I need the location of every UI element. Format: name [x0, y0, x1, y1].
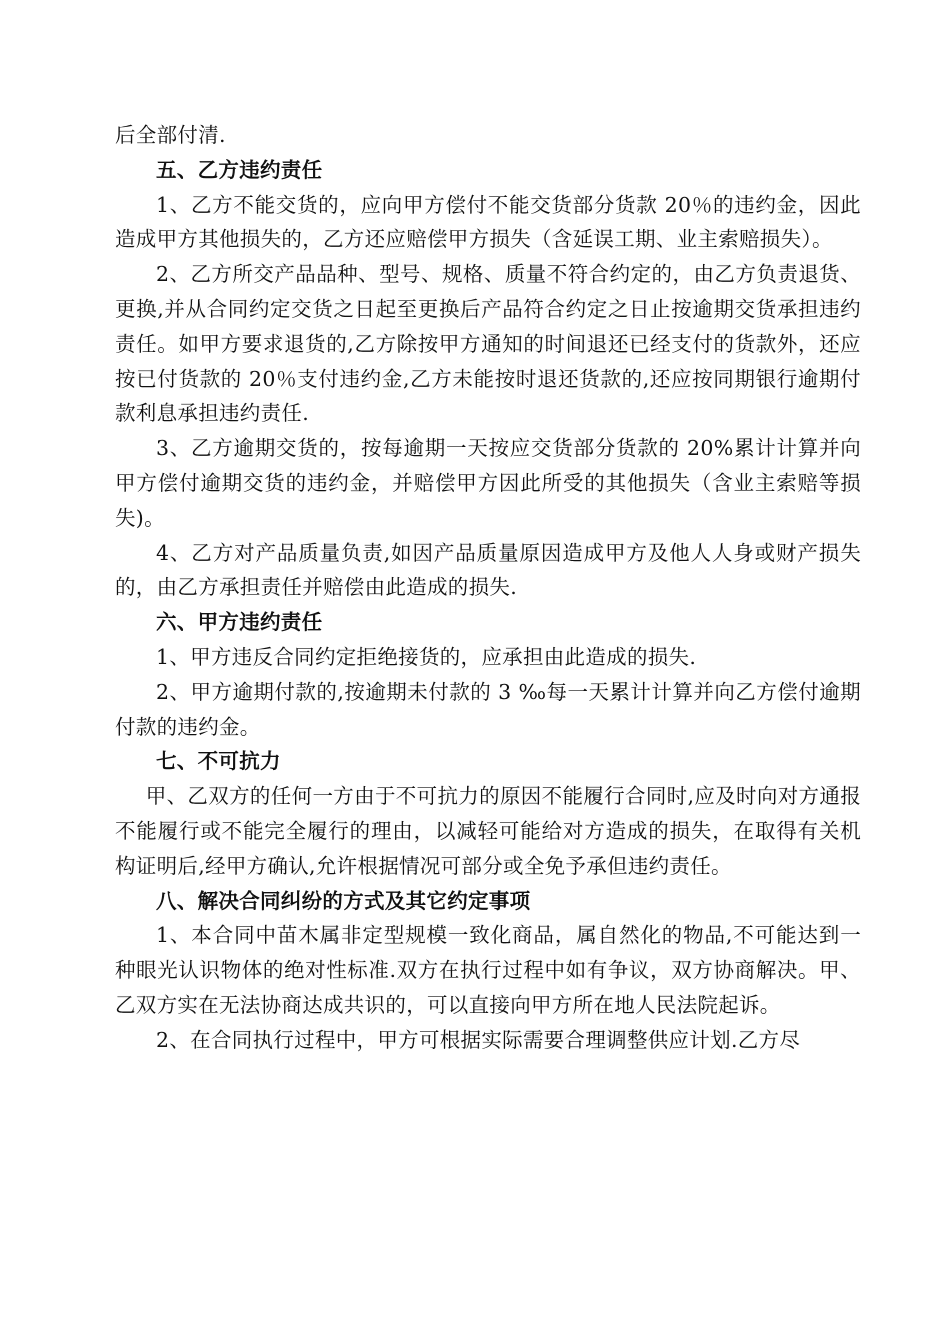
section-heading-7: 七、不可抗力 — [156, 749, 281, 774]
clause-6-2: 2、甲方逾期付款的,按逾期未付款的 3 ‰每一天累计计算并向乙方偿付逾期付款的违约金。 — [115, 679, 861, 739]
clause-6-1: 1、甲方违反合同约定拒绝接货的，应承担由此造成的损失. — [156, 644, 697, 669]
contract-page — [115, 118, 861, 1058]
clause-5-3: 3、乙方逾期交货的，按每逾期一天按应交货部分货款的 20%累计计算并向甲方偿付逾期交货的违约金，并赔偿甲方因此所受的其他损失（含业主索赔等损失)。 — [115, 436, 861, 530]
clause-8-2: 2、在合同执行过程中，甲方可根据实际需要合理调整供应计划.乙方尽 — [156, 1027, 801, 1052]
clause-5-1: 1、乙方不能交货的，应向甲方偿付不能交货部分货款 20％的违约金，因此造成甲方其他损失的，乙方还应赔偿甲方损失（含延误工期、业主索赔损失）。 — [115, 192, 861, 252]
section-heading-6: 六、甲方违约责任 — [156, 610, 323, 635]
section-heading-5: 五、乙方违约责任 — [156, 157, 323, 182]
clause-5-2: 2、乙方所交产品品种、型号、规格、质量不符合约定的，由乙方负责退货、更换,并从合同约定交货之日起至更换后产品符合约定之日止按逾期交货承担违约责任。如甲方要求退货的,乙方除按甲方通知的时间退还已经支付的货款外，还应按已付货款的 20％支付违约金,乙方未能按时退还货款的,还应按同期银行逾期付款利息承担违约责任. — [115, 262, 861, 426]
section-heading-8: 八、解决合同纠纷的方式及其它约定事项 — [156, 888, 531, 913]
paragraph-continuation: 后全部付清. — [115, 123, 226, 147]
clause-5-4: 4、乙方对产品质量负责,如因产品质量原因造成甲方及他人人身或财产损失的，由乙方承担责任并赔偿由此造成的损失. — [115, 540, 861, 600]
clause-8-1: 1、本合同中苗木属非定型规模一致化商品，属自然化的物品,不可能达到一种眼光认识物体的绝对性标准.双方在执行过程中如有争议，双方协商解决。甲、乙双方实在无法协商达成共识的，可以直接向甲方所在地人民法院起诉。 — [115, 923, 861, 1017]
clause-7-body: 甲、乙双方的任何一方由于不可抗力的原因不能履行合同时,应及时向对方通报不能履行或不能完全履行的理由，以减轻可能给对方造成的损失，在取得有关机构证明后,经甲方确认,允许根据情况可部分或全免予承但违约责任。 — [115, 784, 861, 878]
